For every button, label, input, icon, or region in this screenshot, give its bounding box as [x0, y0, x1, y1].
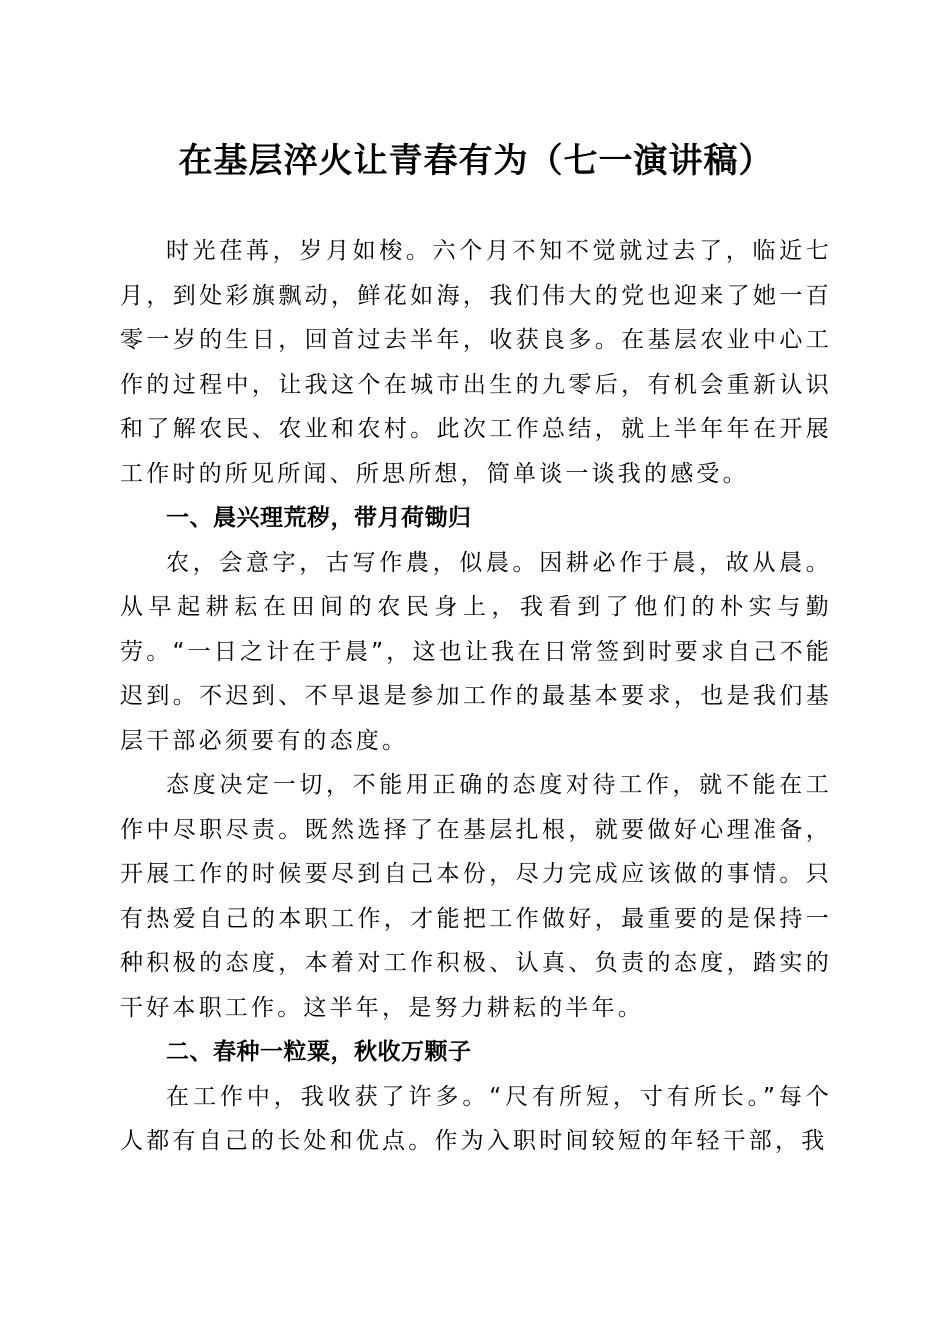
section-heading-1: 一、晨兴理荒秽，带月荷锄归 [166, 505, 472, 531]
document-body [120, 229, 832, 1164]
section-heading-2: 二、春种一粒粟，秋收万颗子 [166, 1039, 472, 1065]
intro-paragraph: 时光荏苒，岁月如梭。六个月不知不觉就过去了，临近七月，到处彩旗飘动，鲜花如海，我们伟大的党也迎来了她一百零一岁的生日，回首过去半年，收获良多。在基层农业中心工作的过程中，让我这个在城市出生的九零后，有机会重新认识和了解农民、农业和农村。此次工作总结，就上半年年在开展工作时的所见所闻、所思所想，简单谈一谈我的感受。 [120, 238, 832, 487]
section-2-paragraph-1: 在工作中，我收获了许多。“尺有所短，寸有所长。”每个人都有自己的长处和优点。作为入职时间较短的年轻干部，我 [120, 1083, 832, 1154]
document-title: 在基层淬火让青春有为（七一演讲稿） [178, 141, 774, 181]
section-1-paragraph-1: 农，会意字，古写作農，似晨。因耕必作于晨，故从晨。从早起耕耘在田间的农民身上，我看到了他们的朴实与勤劳。“一日之计在于晨”，这也让我在日常签到时要求自己不能迟到。不迟到、不早退是参加工作的最基本要求，也是我们基层干部必须要有的态度。 [120, 549, 832, 754]
section-1-paragraph-2: 态度决定一切，不能用正确的态度对待工作，就不能在工作中尽职尽责。既然选择了在基层扎根，就要做好心理准备，开展工作的时候要尽到自己本份，尽力完成应该做的事情。只有热爱自己的本职工作，才能把工作做好，最重要的是保持一种积极的态度，本着对工作积极、认真、负责的态度，踏实的干好本职工作。这半年，是努力耕耘的半年。 [120, 772, 832, 1021]
